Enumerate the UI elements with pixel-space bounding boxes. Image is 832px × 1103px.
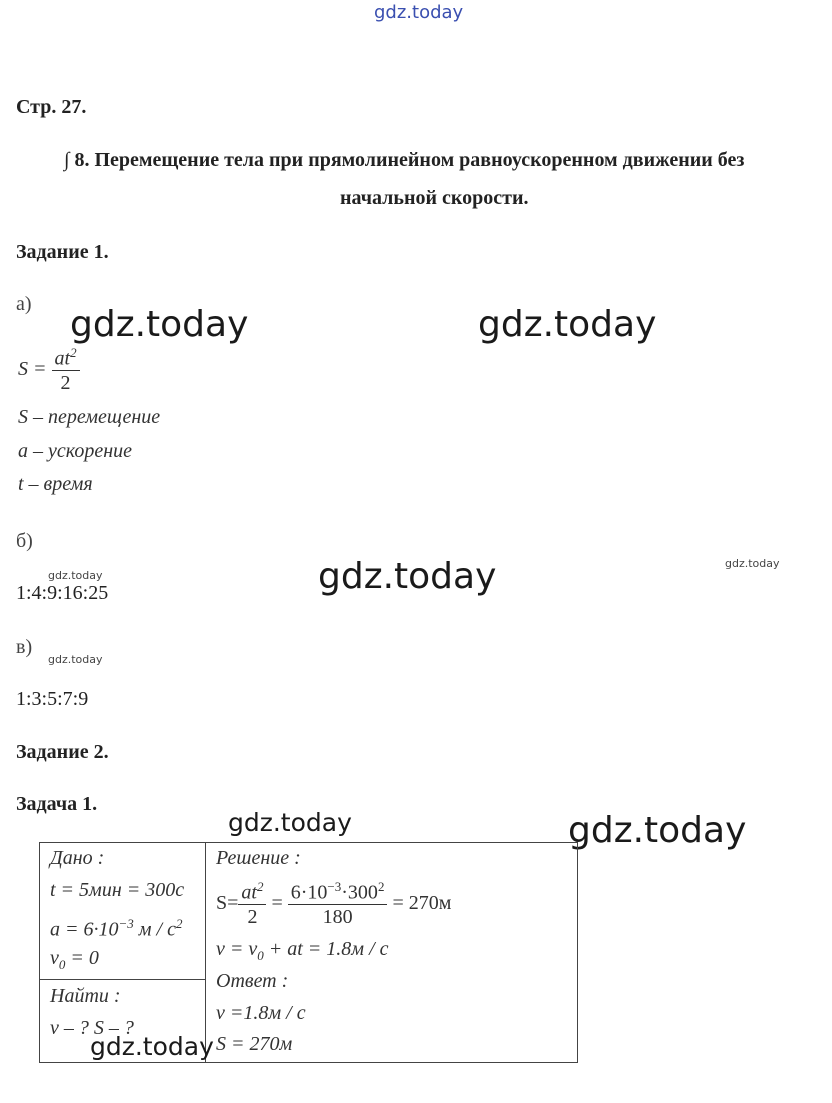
- section-title-line1: ∫ 8. Перемещение тела при прямолинейном равноускоренном движении без: [64, 149, 745, 171]
- given-cell: [40, 843, 206, 980]
- solution-s-formula: [206, 873, 577, 933]
- given-title: Дано :: [50, 847, 105, 869]
- solution-title: Решение :: [216, 847, 301, 869]
- given-solution-table: [39, 842, 578, 1063]
- given-a-exp2: 2: [175, 916, 183, 931]
- given-v0-sub: 0: [58, 957, 66, 972]
- watermark-top: gdz.today: [374, 2, 464, 23]
- ratio-c: 1:3:5:7:9: [16, 688, 89, 710]
- sol-num1: at: [241, 881, 257, 904]
- watermark: gdz.today: [90, 1032, 214, 1061]
- formula-den: 2: [60, 371, 71, 394]
- sol-frac1: [238, 880, 266, 929]
- sol-den2: 180: [322, 905, 353, 928]
- sol-num1-exp: 2: [256, 879, 264, 895]
- sol-num2-exp: −3: [327, 879, 342, 895]
- watermark-small: gdz.today: [48, 569, 103, 582]
- watermark: gdz.today: [478, 304, 657, 345]
- given-v0: [40, 941, 205, 975]
- given-v0-pre: v: [50, 947, 59, 969]
- v-eq-post: + at = 1.8м / с: [263, 938, 389, 960]
- watermark-small: gdz.today: [48, 653, 103, 666]
- sol-den1: 2: [247, 905, 258, 928]
- sol-result: = 270м: [392, 892, 452, 914]
- given-a-mid: м / с: [133, 918, 176, 941]
- sol-num2-mid: ·300: [341, 881, 378, 904]
- section-title-line2: начальной скорости.: [340, 187, 529, 209]
- problem-heading: Задача 1.: [16, 793, 98, 815]
- sol-s: S=: [216, 892, 239, 914]
- task2-heading: Задание 2.: [16, 741, 109, 763]
- answer-title: Ответ :: [216, 970, 289, 992]
- sol-eq: =: [271, 892, 283, 914]
- watermark-small: gdz.today: [725, 557, 780, 570]
- watermark: gdz.today: [318, 556, 497, 597]
- solution-v: [206, 933, 577, 965]
- v-eq-sub: 0: [257, 948, 264, 963]
- given-a-pre: a = 6·10: [50, 918, 119, 941]
- formula-lhs: S =: [18, 357, 47, 380]
- sol-num2-pre: 6·10: [290, 881, 328, 904]
- answer-s: S = 270м: [216, 1033, 293, 1055]
- definition-s: S – перемещение: [18, 406, 161, 428]
- watermark: gdz.today: [228, 808, 352, 837]
- definition-a: a – ускорение: [18, 440, 133, 462]
- solution-cell: [206, 843, 578, 1063]
- find-title: Найти :: [50, 985, 121, 1007]
- given-a-exp: −3: [118, 916, 134, 931]
- formula-exp: 2: [70, 345, 77, 360]
- page-ref: Стр. 27.: [16, 96, 87, 118]
- find-text: v – ? S – ?: [50, 1017, 134, 1039]
- given-t: t = 5мин = 300с: [50, 879, 185, 901]
- item-b-label: б): [16, 530, 33, 552]
- definition-t: t – время: [18, 473, 93, 495]
- formula-num: at: [54, 347, 71, 370]
- sol-frac2: [288, 880, 388, 929]
- answer-v: v =1.8м / с: [216, 1002, 306, 1024]
- task1-heading: Задание 1.: [16, 241, 109, 263]
- formula-fraction: [52, 346, 80, 395]
- v-eq-pre: v = v: [216, 938, 258, 960]
- watermark: gdz.today: [70, 304, 249, 345]
- ratio-b: 1:4:9:16:25: [16, 582, 109, 604]
- given-a: [40, 907, 205, 941]
- sol-num2-exp2: 2: [377, 879, 385, 895]
- item-c-label: в): [16, 636, 33, 658]
- formula-s: [18, 346, 80, 395]
- item-a-label: а): [16, 293, 32, 315]
- given-v0-post: = 0: [65, 947, 99, 969]
- watermark: gdz.today: [568, 810, 747, 851]
